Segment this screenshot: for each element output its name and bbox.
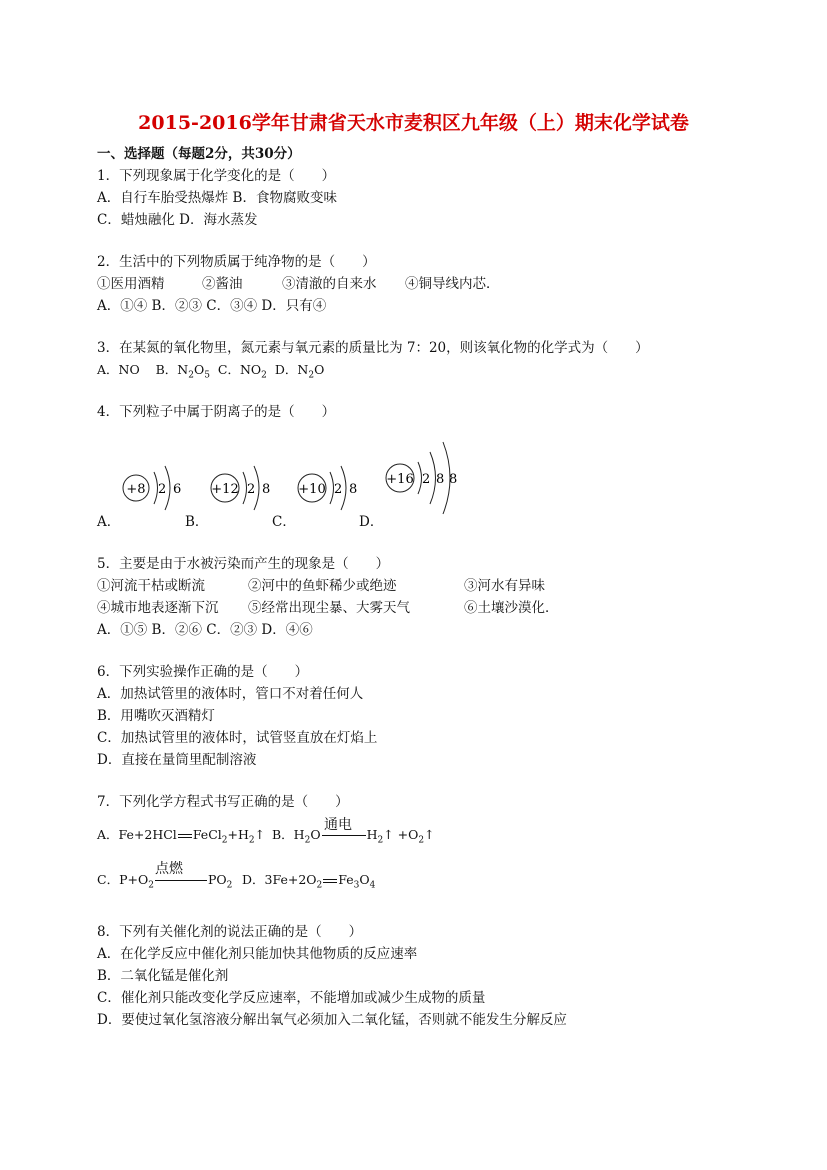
svg-text:+12: +12 xyxy=(211,482,239,497)
q1-options-cd: C．蜡烛融化 D．海水蒸发 xyxy=(97,212,258,228)
q2-item-3: ③清澈的自来水 xyxy=(282,276,377,292)
q6-option-b: B．用嘴吹灭酒精灯 xyxy=(97,708,215,724)
q8-option-c: C．催化剂只能改变化学反应速率，不能增加或减少生成物的质量 xyxy=(97,990,486,1006)
q1-options-ab: A．自行车胎受热爆炸 B．食物腐败变味 xyxy=(97,190,337,206)
q8-option-b: B．二氧化锰是催化剂 xyxy=(97,968,229,984)
q6-option-a: A．加热试管里的液体时，管口不对着任何人 xyxy=(97,686,364,702)
q5-item-4: ④城市地表逐渐下沉 xyxy=(97,600,219,616)
q4-label-b: B． xyxy=(185,514,209,530)
atom-diagram-d xyxy=(386,442,457,514)
q7-option-d: D．$3Fe+2O_2$ $Fe_3O_4$ xyxy=(242,872,376,891)
svg-text:8: 8 xyxy=(349,482,358,497)
section-heading: 一、选择题（每题2分，共30分） xyxy=(97,146,301,162)
q2-item-2: ②酱油 xyxy=(202,276,243,292)
svg-text:8: 8 xyxy=(449,472,458,487)
q2-item-4: ④铜导线内芯． xyxy=(405,276,500,292)
q4-label-c: C． xyxy=(272,514,296,530)
q3-option-d: D．N xyxy=(274,362,309,377)
q5-item-6: ⑥土壤沙漠化． xyxy=(464,600,559,616)
q5-item-2: ②河中的鱼虾稀少或绝迹 xyxy=(248,578,397,594)
q8-option-a: A．在化学反应中催化剂只能加快其他物质的反应速率 xyxy=(97,946,418,962)
q6-stem: 6．下列实验操作正确的是（ ） xyxy=(97,664,309,680)
svg-text:2: 2 xyxy=(422,472,431,487)
q8-option-d: D．要使过氧化氢溶液分解出氧气必须加入二氧化锰，否则就不能发生分解反应 xyxy=(97,1012,567,1028)
q5-stem: 5．主要是由于水被污染而产生的现象是（ ） xyxy=(97,556,390,572)
q7-option-a: A．Fe+2HCl $FeCl_2+H_2↑$ xyxy=(97,827,266,846)
page-title: 2015-2016学年甘肃省天水市麦积区九年级（上）期末化学试卷 xyxy=(138,112,689,134)
q2-item-1: ①医用酒精 xyxy=(97,276,165,292)
q7-option-c: C．$P+O_2$ $PO_2$ xyxy=(97,872,233,891)
q3-option-c: C．NO xyxy=(217,362,262,377)
svg-text:6: 6 xyxy=(173,482,182,497)
q4-stem: 4．下列粒子中属于阴离子的是（ ） xyxy=(97,404,336,420)
q3-stem: 3．在某氮的氧化物里，氮元素与氧元素的质量比为 7：20，则该氧化物的化学式为（ ） xyxy=(97,340,649,356)
q6-option-d: D．直接在量筒里配制溶液 xyxy=(97,752,257,768)
q4-label-d: D． xyxy=(359,514,384,530)
svg-text:8: 8 xyxy=(436,472,445,487)
q5-options: A．①⑤ B．②⑥ C．②③ D．④⑥ xyxy=(97,622,313,638)
q6-option-c: C．加热试管里的液体时，试管竖直放在灯焰上 xyxy=(97,730,378,746)
q5-item-5: ⑤经常出现尘暴、大雾天气 xyxy=(248,600,410,616)
q5-item-3: ③河水有异味 xyxy=(464,578,545,594)
q3-option-a: A．NO xyxy=(97,362,140,377)
svg-text:+8: +8 xyxy=(126,482,146,497)
q5-item-1: ①河流干枯或断流 xyxy=(97,578,205,594)
q2-options: A．①④ B．②③ C．③④ D．只有④ xyxy=(97,298,327,314)
q7-option-b: B．$H_2O$ $H_2↑$ $+O_2↑$ xyxy=(272,827,435,846)
svg-text:2: 2 xyxy=(247,482,256,497)
q1-stem: 1．下列现象属于化学变化的是（ ） xyxy=(97,168,336,184)
svg-text:8: 8 xyxy=(262,482,271,497)
q4-label-a: A． xyxy=(97,514,121,530)
q3-option-b: B．N xyxy=(155,362,189,377)
q8-stem: 8．下列有关催化剂的说法正确的是（ ） xyxy=(97,924,363,940)
q3-options: A．NO B．$N_2O_5$ C．$NO_2$ D．$N_2O$ xyxy=(97,362,325,381)
atom-diagram-c xyxy=(298,466,357,510)
q7-condition-electrolysis: 通电 xyxy=(324,817,352,833)
svg-text:2: 2 xyxy=(158,482,167,497)
svg-text:+16: +16 xyxy=(386,472,414,487)
atom-structure-diagrams xyxy=(97,428,577,528)
q2-stem: 2．生活中的下列物质属于纯净物的是（ ） xyxy=(97,254,376,270)
atom-diagram-b xyxy=(211,466,270,510)
atom-diagram-a xyxy=(123,466,181,510)
q7-stem: 7．下列化学方程式书写正确的是（ ） xyxy=(97,794,349,810)
q7-condition-ignite: 点燃 xyxy=(155,861,183,877)
svg-text:2: 2 xyxy=(334,482,343,497)
svg-text:+10: +10 xyxy=(298,482,326,497)
